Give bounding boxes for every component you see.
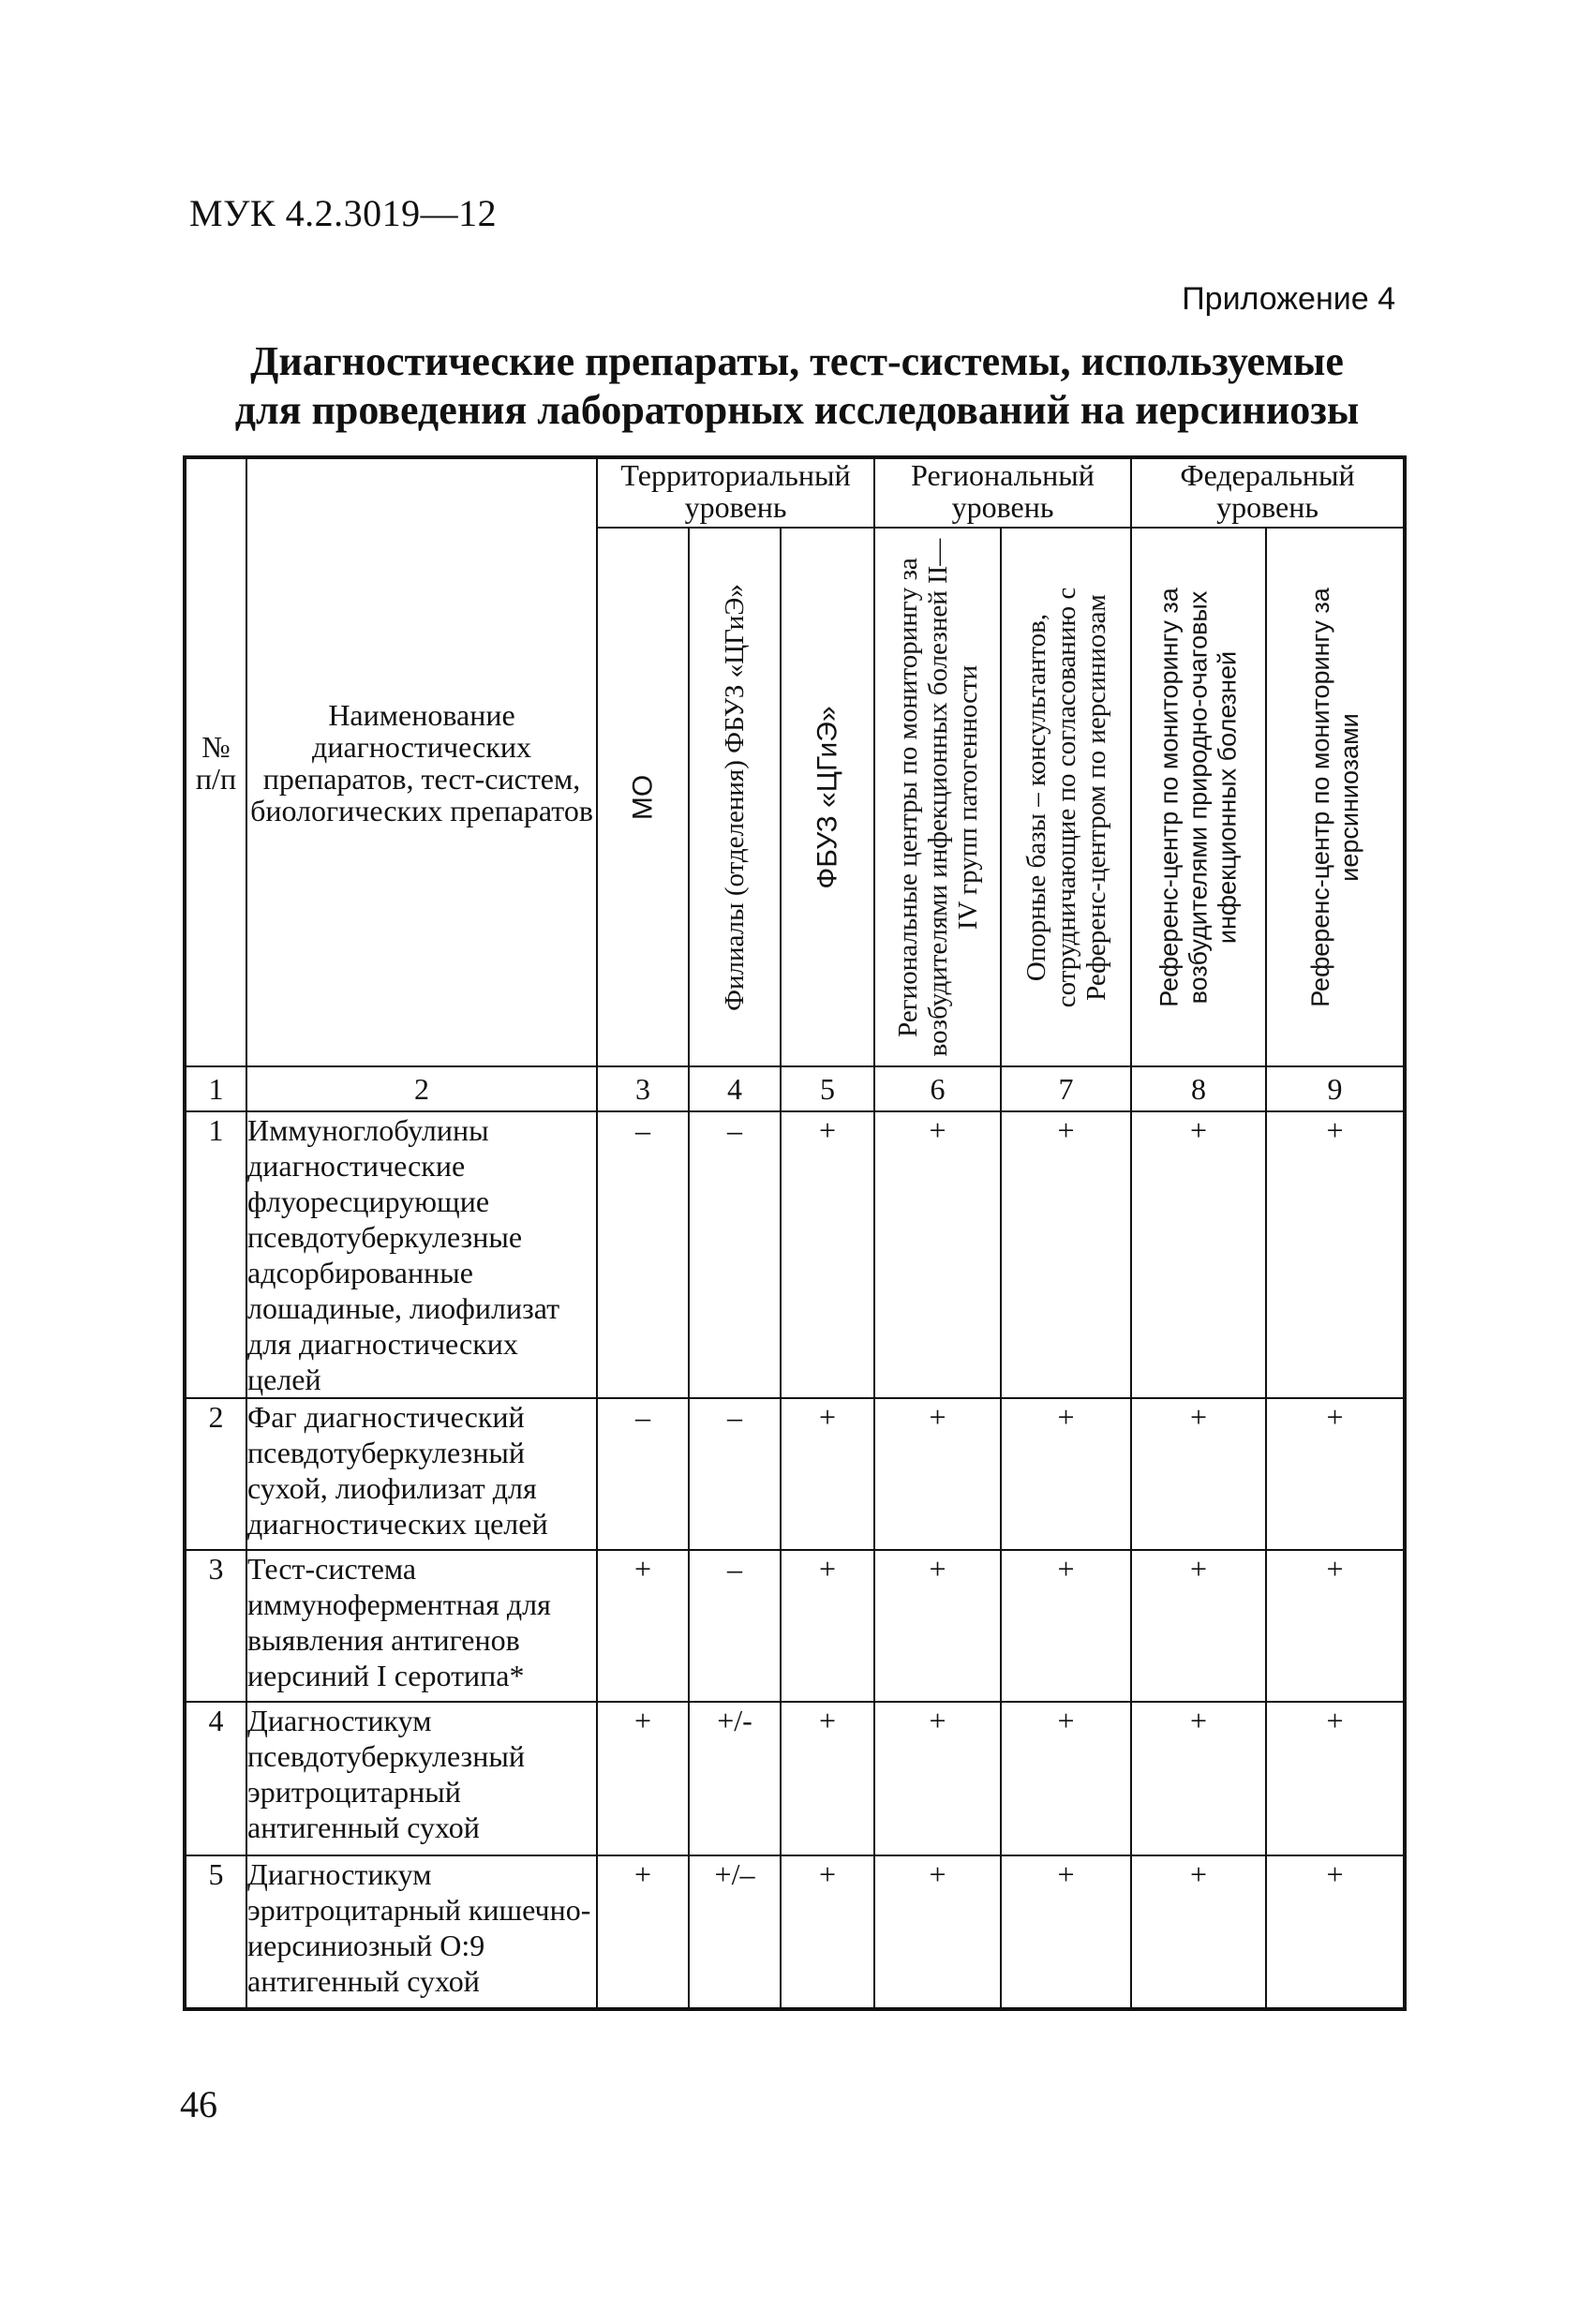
table-row <box>185 1855 1405 2009</box>
mark-cell: + <box>1131 1398 1266 1550</box>
mark-cell: + <box>597 1550 689 1702</box>
row-name: Диагностикум псевдотуберкулезный эритроцитарный антигенный сухой <box>246 1702 597 1855</box>
header-col-mo <box>597 528 689 1066</box>
mark-cell: + <box>1266 1855 1405 2009</box>
row-name: Тест-система иммуноферментная для выявления антигенов иерсиний I серотипа* <box>246 1550 597 1702</box>
header-col-regional-centers-text: Региональные центры по мониторингу за возбудителями инфекционных болезней II—IV групп патогенности <box>892 538 983 1056</box>
header-row-groups <box>185 457 1405 528</box>
row-name: Иммуноглобулины диагностические флуоресцирующие псевдотуберкулезные адсорбированные лошадиные, лиофилизат для диагностических целей <box>246 1111 597 1398</box>
column-number: 8 <box>1131 1066 1266 1111</box>
header-col-regional-centers <box>874 528 1001 1066</box>
header-col-reference-natural-text: Референс-центр по мониторингу за возбудителями природно-очаговых инфекционных болезней <box>1155 587 1242 1007</box>
page-number: 46 <box>180 2083 217 2125</box>
mark-cell: + <box>1266 1111 1405 1398</box>
mark-cell: + <box>1266 1398 1405 1550</box>
table-row <box>185 1111 1405 1398</box>
mark-cell: + <box>874 1550 1001 1702</box>
header-col-support-bases-text: Опорные базы – консультантов, сотрудничающие по согласованию с Референс-центром по иерсиниозам <box>1020 587 1111 1007</box>
mark-cell: + <box>597 1855 689 2009</box>
row-number: 3 <box>185 1550 246 1702</box>
header-col-branches-text: Филиалы (отделения) ФБУЗ «ЦГиЭ» <box>720 583 750 1011</box>
mark-cell: + <box>597 1702 689 1855</box>
mark-cell: + <box>874 1111 1001 1398</box>
mark-cell: – <box>597 1111 689 1398</box>
row-number: 4 <box>185 1702 246 1855</box>
mark-cell: – <box>597 1398 689 1550</box>
mark-cell: + <box>874 1702 1001 1855</box>
row-name: Фаг диагностический псевдотуберкулезный сухой, лиофилизат для диагностических целей <box>246 1398 597 1550</box>
mark-cell: + <box>1001 1855 1131 2009</box>
header-col-branches <box>689 528 781 1066</box>
mark-cell: – <box>689 1398 781 1550</box>
header-col-fbuz <box>781 528 874 1066</box>
mark-cell: + <box>1001 1398 1131 1550</box>
column-number: 7 <box>1001 1066 1131 1111</box>
row-number: 5 <box>185 1855 246 2009</box>
row-number: 1 <box>185 1111 246 1398</box>
mark-cell: + <box>874 1855 1001 2009</box>
mark-cell: + <box>1001 1550 1131 1702</box>
column-number: 2 <box>246 1066 597 1111</box>
mark-cell: + <box>874 1398 1001 1550</box>
column-number: 5 <box>781 1066 874 1111</box>
header-col-reference-yersiniosis-text: Референс-центр по мониторингу за иерсиниозами <box>1305 587 1363 1007</box>
mark-cell: + <box>1131 1550 1266 1702</box>
header-territorial: Территориальный уровень <box>597 457 874 528</box>
table-row <box>185 1398 1405 1550</box>
mark-cell: + <box>781 1855 874 2009</box>
row-number: 2 <box>185 1398 246 1550</box>
column-number: 6 <box>874 1066 1001 1111</box>
mark-cell: + <box>1266 1550 1405 1702</box>
mark-cell: + <box>1001 1702 1131 1855</box>
mark-cell: + <box>1131 1855 1266 2009</box>
column-number: 1 <box>185 1066 246 1111</box>
mark-cell: + <box>1131 1702 1266 1855</box>
column-number: 9 <box>1266 1066 1405 1111</box>
mark-cell: + <box>781 1398 874 1550</box>
mark-cell: + <box>1001 1111 1131 1398</box>
column-number-row <box>185 1066 1405 1111</box>
header-col-mo-text: МО <box>627 774 659 820</box>
title-line-2: для проведения лабораторных исследований на иерсиниозы <box>234 387 1360 433</box>
column-number: 3 <box>597 1066 689 1111</box>
header-federal: Федеральный уровень <box>1131 457 1405 528</box>
table-row <box>185 1702 1405 1855</box>
mark-cell: + <box>1131 1111 1266 1398</box>
row-name: Диагностикум эритроцитарный кишечно-иерсиниозный О:9 антигенный сухой <box>246 1855 597 2009</box>
mark-cell: +/– <box>689 1855 781 2009</box>
mark-cell: – <box>689 1111 781 1398</box>
mark-cell: + <box>781 1550 874 1702</box>
mark-cell: + <box>781 1702 874 1855</box>
column-number: 4 <box>689 1066 781 1111</box>
mark-cell: + <box>781 1111 874 1398</box>
header-no: № п/п <box>185 457 246 1066</box>
mark-cell: + <box>1266 1702 1405 1855</box>
page-title <box>141 337 1453 435</box>
preparations-table <box>183 455 1407 2011</box>
header-col-reference-yersiniosis <box>1266 528 1405 1066</box>
mark-cell: +/- <box>689 1702 781 1855</box>
mark-cell: – <box>689 1550 781 1702</box>
appendix-label: Приложение 4 <box>1182 281 1395 317</box>
header-regional: Региональный уровень <box>874 457 1131 528</box>
header-name: Наименование диагностических препаратов, тест-систем, биологических препаратов <box>246 457 597 1066</box>
title-line-1: Диагностические препараты, тест-системы, используемые <box>250 338 1344 384</box>
document-code: МУК 4.2.3019—12 <box>189 192 498 234</box>
header-col-support-bases <box>1001 528 1131 1066</box>
table-row <box>185 1550 1405 1702</box>
header-col-fbuz-text: ФБУЗ «ЦГиЭ» <box>812 705 843 889</box>
header-col-reference-natural <box>1131 528 1266 1066</box>
